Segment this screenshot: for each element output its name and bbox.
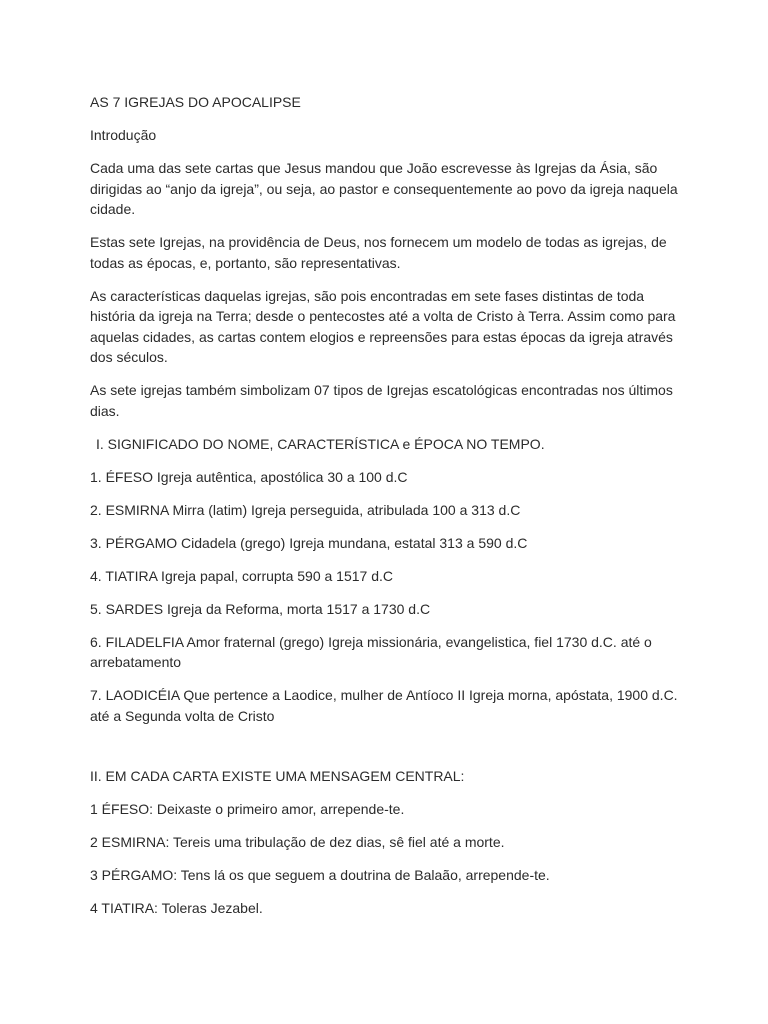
- message-item-tiatira: 4 TIATIRA: Toleras Jezabel.: [90, 900, 263, 916]
- intro-paragraph-3: As características daquelas igrejas, são pois encontradas em sete fases distintas de toda história da igreja na Terra; desde o pentecostes até a volta de Cristo à Terra. Assim como para aquelas cidades, as cartas contem elogios e repreensões para estas épocas da igreja através dos séculos.: [90, 287, 676, 365]
- message-item-efeso: 1 ÉFESO: Deixaste o primeiro amor, arrepende-te.: [90, 801, 405, 817]
- section-1-heading: I. SIGNIFICADO DO NOME, CARACTERÍSTICA e ÉPOCA NO TEMPO.: [96, 435, 545, 452]
- message-item-esmirna: 2 ESMIRNA: Tereis uma tribulação de dez dias, sê fiel até a morte.: [90, 834, 505, 850]
- message-item-pergamo: 3 PÉRGAMO: Tens lá os que seguem a doutrina de Balaão, arrepende-te.: [90, 867, 550, 883]
- intro-heading: Introdução: [90, 127, 157, 143]
- section-2-heading: II. EM CADA CARTA EXISTE UMA MENSAGEM CENTRAL:: [90, 768, 465, 784]
- intro-paragraph-1: Cada uma das sete cartas que Jesus mandou que João escrevesse às Igrejas da Ásia, são dirigidas ao “anjo da igreja”, ou seja, ao pastor e consequentemente ao povo da igreja naquela cidade.: [90, 160, 678, 217]
- church-item-esmirna: 2. ESMIRNA Mirra (latim) Igreja perseguida, atribulada 100 a 313 d.C: [90, 501, 521, 518]
- church-item-efeso: 1. ÉFESO Igreja autêntica, apostólica 30 a 100 d.C: [90, 468, 408, 485]
- intro-paragraph-4: As sete igrejas também simbolizam 07 tipos de Igrejas escatológicas encontradas nos últimos dias.: [90, 382, 673, 419]
- church-item-pergamo: 3. PÉRGAMO Cidadela (grego) Igreja mundana, estatal 313 a 590 d.C: [90, 534, 528, 551]
- church-item-sardes: 5. SARDES Igreja da Reforma, morta 1517 a 1730 d.C: [90, 600, 431, 617]
- document-title: AS 7 IGREJAS DO APOCALIPSE: [90, 94, 301, 110]
- church-item-tiatira: 4. TIATIRA Igreja papal, corrupta 590 a 1517 d.C: [90, 567, 393, 584]
- document-body: [90, 92, 680, 931]
- church-item-filadelfia: 6. FILADELFIA Amor fraternal (grego) Igreja missionária, evangelistica, fiel 1730 d.C. até o arrebatamento: [90, 633, 652, 670]
- church-item-laodiceia: 7. LAODICÉIA Que pertence a Laodice, mulher de Antíoco II Igreja morna, apóstata, 1900 d.C. até a Segunda volta de Cristo: [90, 687, 678, 724]
- intro-paragraph-2: Estas sete Igrejas, na providência de Deus, nos fornecem um modelo de todas as igrejas, de todas as épocas, e, portanto, são representativas.: [90, 234, 667, 271]
